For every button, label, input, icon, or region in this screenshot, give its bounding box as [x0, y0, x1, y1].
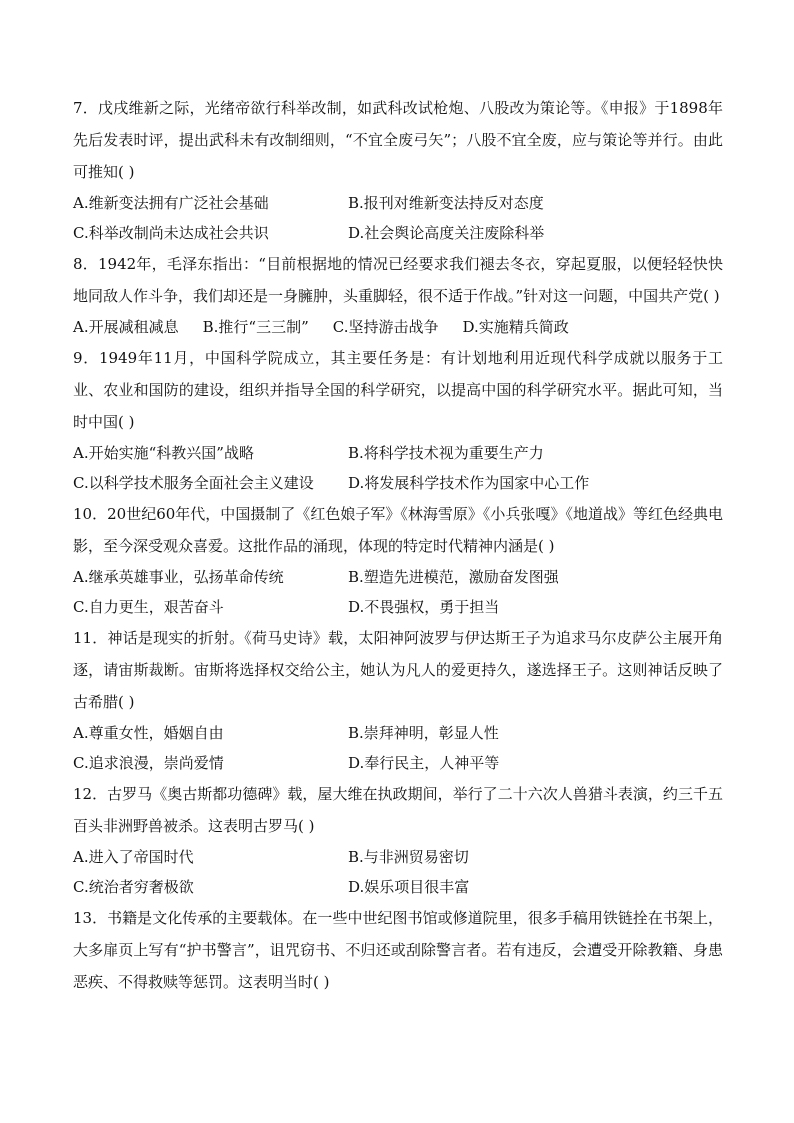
- question-stem: 8．1942年，毛泽东指出：“目前根据地的情况已经要求我们褪去冬衣，穿起夏服，以便轻轻快快地同敌人作斗争，我们却还是一身臃肿，头重脚轻，很不适于作战。”针对这一问题，中国共产党( ): [73, 255, 723, 305]
- option-b: B.崇拜神明，彰显人性: [348, 724, 499, 742]
- option-d: D.社会舆论高度关注废除科举: [348, 224, 545, 242]
- option-a: A.开始实施“科教兴国”战略: [73, 444, 254, 462]
- question-stem: 11．神话是现实的折射。《荷马史诗》载，太阳神阿波罗与伊达斯王子为追求马尔皮萨公主展开角逐，请宙斯裁断。宙斯将选择权交给公主，她认为凡人的爱更持久，遂选择王子。这则神话反映了古希腊( ): [73, 629, 723, 711]
- option-a: A.进入了帝国时代: [73, 848, 194, 866]
- question-stem: 9．1949年11月，中国科学院成立，其主要任务是：有计划地利用近现代科学成就以服务于工业、农业和国防的建设，组织并指导全国的科学研究，以提高中国的科学研究水平。据此可知，当时中国( ): [73, 349, 723, 431]
- option-d: D.娱乐项目很丰富: [348, 878, 470, 896]
- option-d: D.不畏强权，勇于担当: [348, 598, 500, 616]
- question-stem: 13．书籍是文化传承的主要载体。在一些中世纪图书馆或修道院里，很多手稿用铁链拴在书架上，大多扉页上写有“护书警言”，诅咒窃书、不归还或刮除警言者。若有违反，会遭受开除教籍、身患恶疾、不得救赎等惩罚。这表明当时( ): [73, 909, 723, 991]
- option-d: D.将发展科学技术作为国家中心工作: [348, 474, 590, 492]
- question-stem: 12．古罗马《奥古斯都功德碑》载，屋大维在执政期间，举行了二十六次人兽猎斗表演，约三千五百头非洲野兽被杀。这表明古罗马( ): [73, 785, 723, 835]
- question-stem: 10．20世纪60年代，中国摄制了《红色娘子军》《林海雪原》《小兵张嘎》《地道战》等红色经典电影，至今深受观众喜爱。这批作品的涌现，体现的特定时代精神内涵是( ): [73, 505, 723, 555]
- option-c: C.自力更生，艰苦奋斗: [73, 598, 224, 616]
- option-a: A.开展减租减息: [73, 318, 179, 336]
- option-c: C.坚持游击战争: [332, 318, 439, 336]
- question-stem: 7．戊戌维新之际，光绪帝欲行科举改制，如武科改试枪炮、八股改为策论等。《申报》于1898年先后发表时评，提出武科未有改制细则，“不宜全废弓矢”；八股不宜全废，应与策论等并行。由此可推知( ): [73, 99, 723, 181]
- question-12: [73, 778, 723, 902]
- option-d: D.奉行民主，人神平等: [348, 754, 500, 772]
- option-c: C.统治者穷奢极欲: [73, 878, 194, 896]
- option-c: C.以科学技术服务全面社会主义建设: [73, 474, 314, 492]
- options-row: [73, 312, 723, 342]
- options-grid: [73, 438, 723, 498]
- exam-page: [73, 92, 723, 998]
- options-grid: [73, 562, 723, 622]
- question-13: [73, 902, 723, 998]
- options-grid: [73, 718, 723, 778]
- option-b: B.塑造先进模范，激励奋发图强: [348, 568, 559, 586]
- option-a: A.继承英雄事业，弘扬革命传统: [73, 568, 284, 586]
- option-b: B.报刊对维新变法持反对态度: [348, 194, 544, 212]
- question-8: [73, 248, 723, 342]
- question-9: [73, 342, 723, 498]
- option-b: B.与非洲贸易密切: [348, 848, 469, 866]
- question-11: [73, 622, 723, 778]
- options-grid: [73, 842, 723, 902]
- option-c: C.追求浪漫，崇尚爱情: [73, 754, 224, 772]
- option-d: D.实施精兵简政: [462, 318, 569, 336]
- option-c: C.科举改制尚未达成社会共识: [73, 224, 269, 242]
- option-a: A.尊重女性，婚姻自由: [73, 724, 224, 742]
- option-b: B.将科学技术视为重要生产力: [348, 444, 544, 462]
- option-a: A.维新变法拥有广泛社会基础: [73, 194, 269, 212]
- question-7: [73, 92, 723, 248]
- question-10: [73, 498, 723, 622]
- option-b: B.推行“三三制”: [202, 318, 309, 336]
- options-grid: [73, 188, 723, 248]
